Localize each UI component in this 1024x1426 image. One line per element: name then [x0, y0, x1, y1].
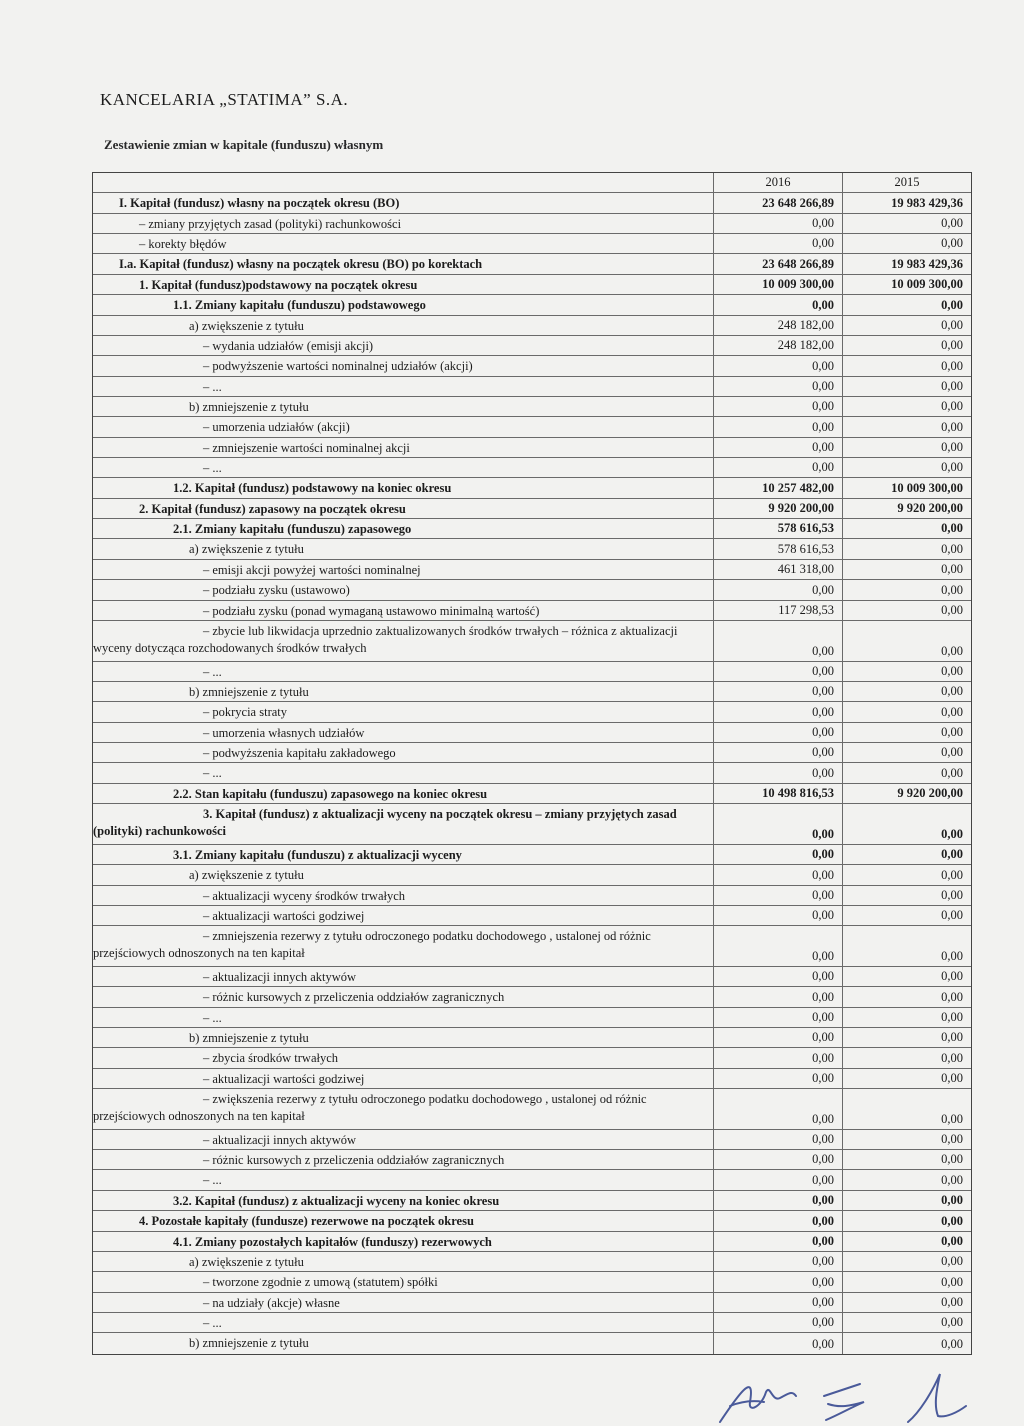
table-row	[93, 275, 971, 295]
value-2016: 0,00	[713, 987, 842, 1006]
document-title: Zestawienie zmian w kapitale (funduszu) własnym	[104, 137, 384, 152]
value-2015: 0,00	[842, 865, 971, 884]
value-2015: 0,00	[842, 417, 971, 436]
value-2016: 0,00	[713, 886, 842, 905]
row-label: – wydania udziałów (emisji akcji)	[203, 338, 374, 353]
value-2015: 0,00	[842, 1008, 971, 1027]
value-2016: 0,00	[713, 763, 842, 782]
row-label: – zmniejszenia rezerwy z tytułu odroczonego podatku dochodowego , ustalonej od różnic przejściowych odnoszonych na ten kapitał	[93, 929, 651, 961]
table-row	[93, 1130, 971, 1150]
value-2015: 10 009 300,00	[842, 478, 971, 497]
value-2015: 0,00	[842, 763, 971, 782]
value-2016: 0,00	[713, 234, 842, 253]
row-label: – podwyższenie wartości nominalnej udziałów (akcji)	[203, 359, 473, 374]
row-label: 2. Kapitał (fundusz) zapasowy na początek okresu	[139, 501, 406, 516]
value-2016: 0,00	[713, 1252, 842, 1271]
table-row	[93, 316, 971, 336]
row-label: – korekty błędów	[139, 237, 227, 252]
table-row	[93, 1150, 971, 1170]
value-2015: 0,00	[842, 377, 971, 396]
value-2015: 0,00	[842, 458, 971, 477]
table-row	[93, 662, 971, 682]
value-2015: 0,00	[842, 580, 971, 599]
value-2016: 0,00	[713, 580, 842, 599]
row-label: a) zwiększenie z tytułu	[189, 542, 304, 557]
table-row	[93, 377, 971, 397]
value-2015: 0,00	[842, 906, 971, 925]
table-row	[93, 743, 971, 763]
value-2016: 0,00	[713, 702, 842, 721]
table-row	[93, 356, 971, 376]
row-label: a) zwiększenie z tytułu	[189, 318, 304, 333]
table-row	[93, 458, 971, 478]
table-row	[93, 254, 971, 274]
value-2015: 0,00	[842, 214, 971, 233]
value-2015: 0,00	[842, 519, 971, 538]
table-row	[93, 723, 971, 743]
value-2015: 0,00	[842, 1048, 971, 1067]
value-2015: 0,00	[842, 702, 971, 721]
value-2015: 0,00	[842, 926, 971, 966]
table-row	[93, 478, 971, 498]
table-row	[93, 519, 971, 539]
value-2015: 0,00	[842, 560, 971, 579]
table-row	[93, 1252, 971, 1272]
value-2015: 0,00	[842, 1191, 971, 1210]
row-label: – aktualizacji innych aktywów	[203, 1132, 357, 1147]
value-2015: 0,00	[842, 438, 971, 457]
value-2016: 0,00	[713, 804, 842, 844]
row-label: – aktualizacji wartości godziwej	[203, 908, 365, 923]
equity-changes-table	[92, 172, 972, 1355]
value-2016: 0,00	[713, 1191, 842, 1210]
value-2016: 578 616,53	[713, 519, 842, 538]
company-name: KANCELARIA „STATIMA” S.A.	[100, 90, 349, 109]
value-2015: 0,00	[842, 316, 971, 335]
value-2016: 117 298,53	[713, 601, 842, 620]
column-header-2016: 2016	[713, 173, 842, 192]
table-row	[93, 193, 971, 213]
value-2016: 0,00	[713, 295, 842, 314]
table-row	[93, 621, 971, 662]
row-label: 1. Kapitał (fundusz)podstawowy na początek okresu	[139, 277, 418, 292]
value-2015: 0,00	[842, 1272, 971, 1291]
value-2016: 248 182,00	[713, 336, 842, 355]
value-2015: 9 920 200,00	[842, 784, 971, 803]
value-2015: 0,00	[842, 967, 971, 986]
value-2016: 0,00	[713, 214, 842, 233]
row-label: – podwyższenia kapitału zakładowego	[203, 746, 396, 761]
value-2016: 0,00	[713, 1170, 842, 1189]
row-label: a) zwiększenie z tytułu	[189, 1254, 304, 1269]
table-row	[93, 417, 971, 437]
value-2015: 0,00	[842, 682, 971, 701]
value-2015: 0,00	[842, 601, 971, 620]
table-row	[93, 1313, 971, 1333]
row-label: I. Kapitał (fundusz) własny na początek okresu (BO)	[119, 196, 400, 211]
row-label: – zmiany przyjętych zasad (polityki) rachunkowości	[139, 216, 402, 231]
table-row	[93, 234, 971, 254]
row-label: b) zmniejszenie z tytułu	[189, 1336, 309, 1351]
value-2016: 23 648 266,89	[713, 193, 842, 212]
value-2015: 0,00	[842, 621, 971, 661]
row-label: – zmniejszenie wartości nominalnej akcji	[203, 440, 410, 455]
value-2016: 0,00	[713, 926, 842, 966]
value-2015: 0,00	[842, 987, 971, 1006]
row-label: b) zmniejszenie z tytułu	[189, 1031, 309, 1045]
value-2015: 0,00	[842, 1211, 971, 1230]
value-2016: 0,00	[713, 397, 842, 416]
table-row	[93, 865, 971, 885]
value-2016: 0,00	[713, 1150, 842, 1169]
header-label-cell	[93, 173, 713, 192]
value-2016: 0,00	[713, 682, 842, 701]
table-row	[93, 539, 971, 559]
value-2016: 0,00	[713, 1211, 842, 1230]
value-2015: 0,00	[842, 845, 971, 864]
value-2015: 10 009 300,00	[842, 275, 971, 294]
value-2016: 0,00	[713, 662, 842, 681]
table-row	[93, 886, 971, 906]
value-2016: 9 920 200,00	[713, 499, 842, 518]
value-2015: 0,00	[842, 539, 971, 558]
value-2015: 0,00	[842, 662, 971, 681]
row-label: 3.2. Kapitał (fundusz) z aktualizacji wyceny na koniec okresu	[173, 1193, 500, 1208]
value-2016: 0,00	[713, 967, 842, 986]
value-2015: 0,00	[842, 356, 971, 375]
value-2016: 10 009 300,00	[713, 275, 842, 294]
table-row	[93, 580, 971, 600]
table-row	[93, 1191, 971, 1211]
table-row	[93, 702, 971, 722]
table-row	[93, 1232, 971, 1252]
table-row	[93, 784, 971, 804]
row-label: – ...	[203, 461, 222, 476]
row-label: – ...	[203, 766, 222, 781]
value-2016: 0,00	[713, 1069, 842, 1088]
row-label: – umorzenia własnych udziałów	[203, 725, 365, 740]
value-2016: 10 257 482,00	[713, 478, 842, 497]
table-row	[93, 967, 971, 987]
table-row	[93, 1170, 971, 1190]
row-label: – zbycie lub likwidacja uprzednio zaktualizowanych środków trwałych – różnica z aktualizacji wyceny dotycząca rozchodowanych środków trwałych	[93, 623, 678, 655]
value-2016: 0,00	[713, 1028, 842, 1047]
row-label: – ...	[203, 1173, 222, 1188]
row-label: 2.2. Stan kapitału (funduszu) zapasowego na koniec okresu	[173, 786, 488, 801]
table-row	[93, 397, 971, 417]
row-label: – podziału zysku (ustawowo)	[203, 583, 350, 598]
value-2015: 0,00	[842, 1069, 971, 1088]
table-row	[93, 438, 971, 458]
table-row	[93, 560, 971, 580]
value-2015: 19 983 429,36	[842, 254, 971, 273]
value-2016: 0,00	[713, 1089, 842, 1129]
table-row	[93, 295, 971, 315]
table-row	[93, 601, 971, 621]
value-2016: 0,00	[713, 1272, 842, 1291]
value-2015: 0,00	[842, 886, 971, 905]
column-header-2015: 2015	[842, 173, 971, 192]
value-2016: 0,00	[713, 1293, 842, 1312]
row-label: 4.1. Zmiany pozostałych kapitałów (funduszy) rezerwowych	[173, 1234, 492, 1249]
row-label: – zbycia środków trwałych	[203, 1051, 339, 1066]
row-label: 3.1. Zmiany kapitału (funduszu) z aktualizacji wyceny	[173, 847, 462, 862]
value-2015: 0,00	[842, 1150, 971, 1169]
table-row	[93, 1089, 971, 1130]
row-label: – różnic kursowych z przeliczenia oddziałów zagranicznych	[203, 1153, 505, 1168]
table-row	[93, 1069, 971, 1089]
value-2016: 0,00	[713, 1333, 842, 1353]
value-2015: 0,00	[842, 1232, 971, 1251]
row-label: 1.2. Kapitał (fundusz) podstawowy na koniec okresu	[173, 481, 452, 496]
value-2015: 19 983 429,36	[842, 193, 971, 212]
row-label: – ...	[203, 379, 222, 394]
table-row	[93, 804, 971, 845]
table-row	[93, 906, 971, 926]
row-label: 3. Kapitał (fundusz) z aktualizacji wyceny na początek okresu – zmiany przyjętych zasad (polityki) rachunkowości	[93, 807, 677, 839]
row-label: 1.1. Zmiany kapitału (funduszu) podstawowego	[173, 298, 426, 313]
value-2016: 0,00	[713, 377, 842, 396]
value-2016: 0,00	[713, 417, 842, 436]
row-label: a) zwiększenie z tytułu	[189, 868, 304, 883]
row-label: – ...	[203, 1316, 222, 1330]
row-label: b) zmniejszenie z tytułu	[189, 684, 309, 699]
value-2015: 0,00	[842, 1313, 971, 1332]
value-2016: 0,00	[713, 865, 842, 884]
value-2016: 0,00	[713, 1008, 842, 1027]
value-2015: 9 920 200,00	[842, 499, 971, 518]
value-2016: 0,00	[713, 1232, 842, 1251]
value-2015: 0,00	[842, 723, 971, 742]
value-2015: 0,00	[842, 295, 971, 314]
value-2016: 0,00	[713, 1313, 842, 1332]
value-2016: 0,00	[713, 1130, 842, 1149]
value-2015: 0,00	[842, 804, 971, 844]
value-2016: 461 318,00	[713, 560, 842, 579]
value-2015: 0,00	[842, 397, 971, 416]
row-label: – aktualizacji wyceny środków trwałych	[203, 888, 406, 903]
value-2016: 0,00	[713, 438, 842, 457]
row-label: 4. Pozostałe kapitały (fundusze) rezerwowe na początek okresu	[139, 1214, 474, 1229]
row-label: – zwiększenia rezerwy z tytułu odroczonego podatku dochodowego , ustalonej od różnic przejściowych odnoszonych na ten kapitał	[93, 1092, 647, 1124]
value-2016: 0,00	[713, 356, 842, 375]
table-row	[93, 1211, 971, 1231]
signatures	[700, 1362, 980, 1426]
value-2016: 10 498 816,53	[713, 784, 842, 803]
value-2016: 0,00	[713, 743, 842, 762]
value-2016: 0,00	[713, 723, 842, 742]
value-2016: 248 182,00	[713, 316, 842, 335]
value-2015: 0,00	[842, 743, 971, 762]
table-row	[93, 763, 971, 783]
value-2015: 0,00	[842, 234, 971, 253]
value-2015: 0,00	[842, 1028, 971, 1047]
table-row	[93, 1008, 971, 1028]
row-label: – aktualizacji innych aktywów	[203, 969, 357, 984]
row-label: – umorzenia udziałów (akcji)	[203, 420, 350, 435]
table-row	[93, 214, 971, 234]
value-2016: 23 648 266,89	[713, 254, 842, 273]
table-row	[93, 926, 971, 967]
row-label: – pokrycia straty	[203, 705, 288, 720]
table-row	[93, 1272, 971, 1292]
row-label: I.a. Kapitał (fundusz) własny na początek okresu (BO) po korektach	[119, 257, 483, 272]
table-row	[93, 336, 971, 356]
table-row	[93, 845, 971, 865]
value-2015: 0,00	[842, 1089, 971, 1129]
value-2015: 0,00	[842, 1252, 971, 1271]
table-row	[93, 499, 971, 519]
row-label: – podziału zysku (ponad wymaganą ustawowo minimalną wartość)	[203, 603, 540, 618]
row-label: – ...	[203, 664, 222, 679]
table-row	[93, 1028, 971, 1048]
value-2016: 578 616,53	[713, 539, 842, 558]
value-2016: 0,00	[713, 845, 842, 864]
table-row	[93, 1333, 971, 1353]
row-label: – ...	[203, 1010, 222, 1025]
table-header-row	[93, 173, 971, 193]
value-2016: 0,00	[713, 621, 842, 661]
value-2015: 0,00	[842, 336, 971, 355]
value-2016: 0,00	[713, 458, 842, 477]
value-2015: 0,00	[842, 1170, 971, 1189]
row-label: – na udziały (akcje) własne	[203, 1295, 340, 1310]
row-label: – tworzone zgodnie z umową (statutem) spółki	[203, 1275, 438, 1290]
value-2015: 0,00	[842, 1130, 971, 1149]
row-label: 2.1. Zmiany kapitału (funduszu) zapasowego	[173, 522, 412, 537]
value-2015: 0,00	[842, 1293, 971, 1312]
row-label: – różnic kursowych z przeliczenia oddziałów zagranicznych	[203, 990, 505, 1005]
table-row	[93, 1048, 971, 1068]
value-2016: 0,00	[713, 906, 842, 925]
table-row	[93, 1293, 971, 1313]
table-row	[93, 987, 971, 1007]
table-row	[93, 682, 971, 702]
row-label: b) zmniejszenie z tytułu	[189, 399, 309, 414]
value-2015: 0,00	[842, 1333, 971, 1353]
value-2016: 0,00	[713, 1048, 842, 1067]
row-label: – emisji akcji powyżej wartości nominalnej	[203, 562, 421, 577]
row-label: – aktualizacji wartości godziwej	[203, 1071, 365, 1086]
